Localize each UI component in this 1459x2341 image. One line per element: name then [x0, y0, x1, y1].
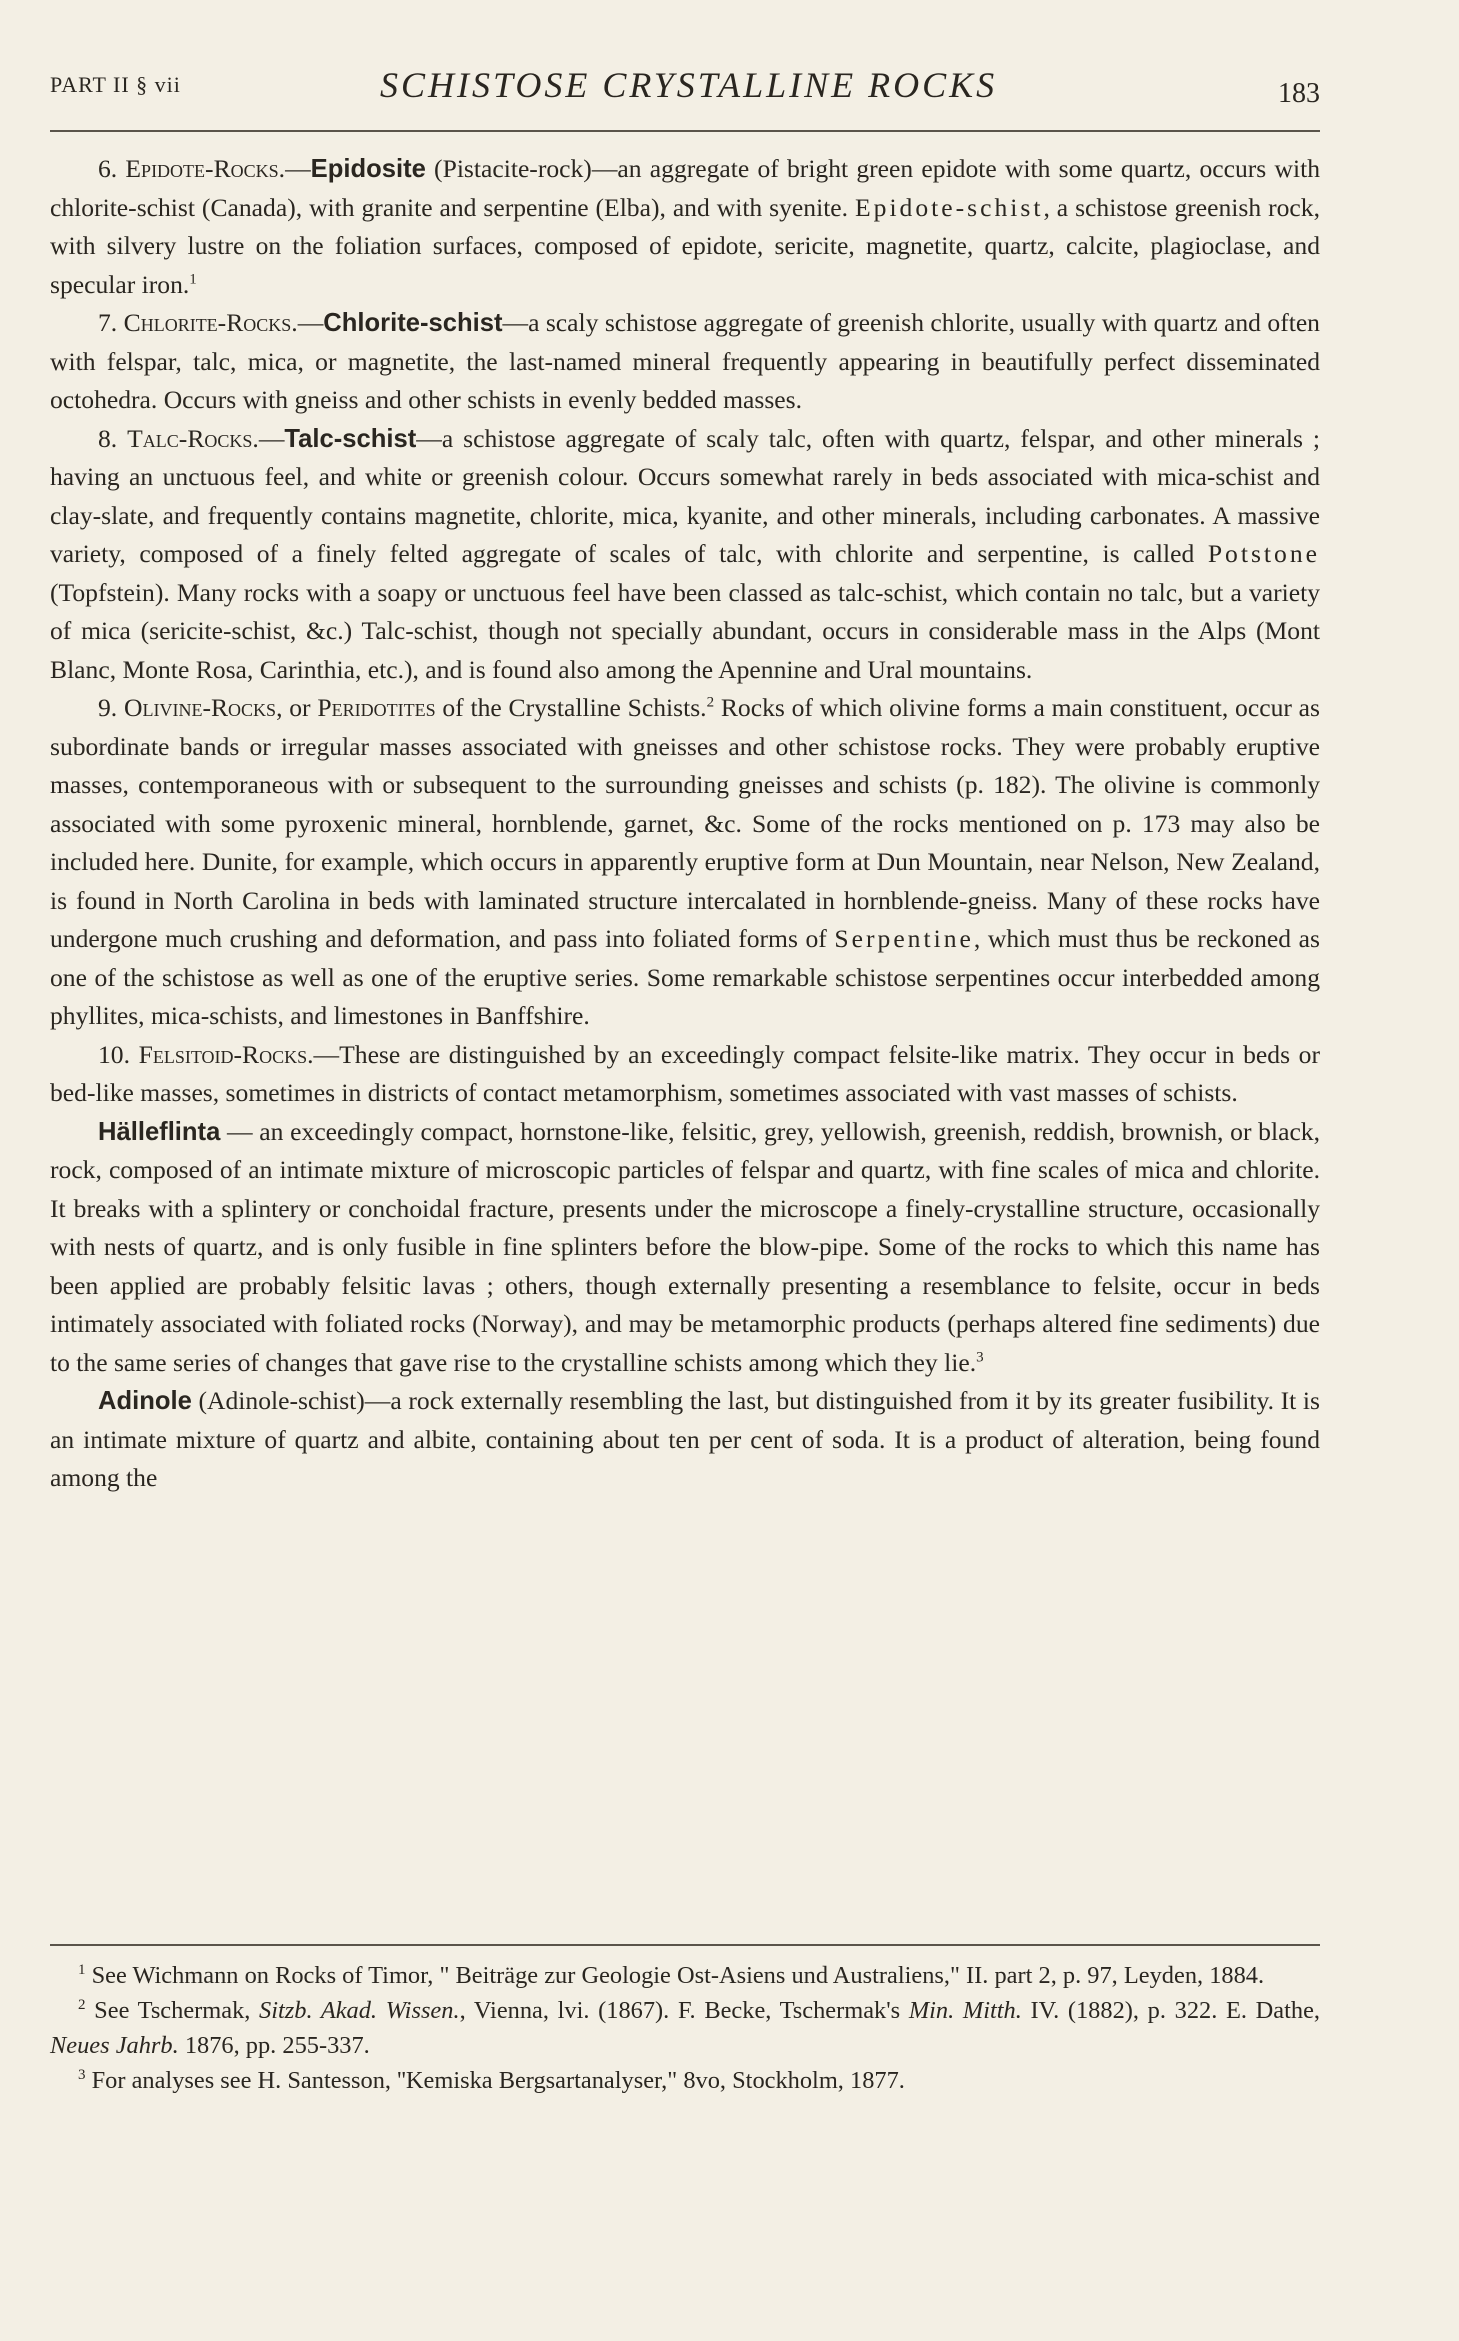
rock-term: Chlorite-schist: [323, 309, 503, 337]
footnote-mark: 1: [78, 1961, 86, 1978]
page-title: SCHISTOSE CRYSTALLINE ROCKS: [380, 65, 998, 105]
footnote-ref: 1: [189, 270, 197, 287]
rock-term: Adinole: [98, 1387, 192, 1415]
rock-term: Potstone: [1207, 539, 1320, 568]
section-heading: Olivine-Rocks: [124, 693, 277, 722]
footnote-mark: 2: [78, 1996, 86, 2013]
footnote-2: $^2$ See Tschermak, Sitzb. Akad. Wissen., Vienna, lvi. (1867). F. Becke, Tschermak's Min. Mitth. IV. (1882), p. 322. E. Dathe, Neues Jahrb. 1876, pp. 255-337.: [50, 1996, 1320, 2059]
part-section: PART II § vii: [50, 72, 181, 97]
paragraph-chlorite-rocks: 7. Chlorite-Rocks.—Chlorite-schist—a scaly schistose aggregate of greenish chlorite, usually with quartz and often with felspar, talc, mica, or magnetite, the last-named mineral frequently appearing in beautifully perfect disseminated octohedra. Occurs with gneiss and other schists in evenly bedded masses.: [50, 308, 1320, 414]
footnote-3: $^3$ For analyses see H. Santesson, ''Kemiska Bergsartanalyser," 8vo, Stockholm, 1877.: [78, 2066, 905, 2094]
paragraph-felsitoid-rocks: 10. Felsitoid-Rocks.—These are distinguished by an exceedingly compact felsite-like matrix. They occur in beds or bed-like masses, sometimes in districts of contact metamorphism, sometimes associated with vast masses of schists.: [50, 1039, 1320, 1107]
section-heading: Epidote-Rocks.: [125, 154, 286, 183]
paragraph-talc-rocks: 8. Talc-Rocks.—Talc-schist—a schistose aggregate of scaly talc, often with quartz, felspar, and other minerals ; having an unctuous feel, and white or greenish colour. Occurs somewhat rarely in beds associated with mica-schist and clay-slate, and frequently contains magnetite, chlorite, mica, kyanite, and other minerals, including carbonates. A massive variety, composed of a finely felted aggregate of scales of talc, with chlorite and serpentine, is called Potstone (Topfstein). Many rocks with a soapy or unctuous feel have been classed as talc-schist, which contain no talc, but a variety of mica (sericite-schist, &c.) Talc-schist, though not specially abundant, occurs in considerable mass in the Alps (Mont Blanc, Monte Rosa, Carinthia, etc.), and is found also among the Apennine and Ural mountains.: [50, 423, 1320, 684]
paragraph-epidote-rocks: 6. Epidote-Rocks.—Epidosite (Pistacite-rock)—an aggregate of bright green epidote with some quartz, occurs with chlorite-schist (Canada), with granite and serpentine (Elba), and with syenite. Epidote-schist, a schistose greenish rock, with silvery lustre on the foliation surfaces, composed of epidote, sericite, magnetite, quartz, calcite, plagioclase, and specular iron.$^1$: [50, 154, 1320, 299]
paragraph-adinole: Adinole (Adinole-schist)—a rock externally resembling the last, but distinguished from it by its greater fusibility. It is an intimate mixture of quartz and albite, containing about ten per cent of soda. It is a product of alteration, being found among the: [50, 1386, 1320, 1492]
rock-term: Epidote-schist: [855, 192, 1044, 222]
footnote-mark: 3: [78, 2066, 86, 2083]
footnote-ref: 3: [976, 1348, 984, 1365]
footnote-ref: 2: [706, 694, 715, 711]
rock-term: Talc-schist: [284, 424, 417, 453]
section-heading: Chlorite-Rocks.: [123, 308, 298, 337]
section-heading: Talc-Rocks.: [127, 423, 259, 453]
paragraph-halleflinta: Hälleflinta — an exceedingly compact, hornstone-like, felsitic, grey, yellowish, greenish, reddish, brownish, or black, rock, composed of an intimate mixture of microscopic particles of felspar and quartz, with fine scales of mica and chlorite. It breaks with a splintery or conchoidal fracture, presents under the microscope a finely-crystalline structure, occasionally with nests of quartz, and is only fusible in fine splinters before the blow-pipe. Some of the rocks to which this name has been applied are probably felsitic lavas ; others, though externally presenting a resemblance to felsite, occur in beds intimately associated with foliated rocks (Norway), and may be metamorphic products (perhaps altered fine sediments) due to the same series of changes that gave rise to the crystalline schists among which they lie.$^3$: [50, 1116, 1320, 1377]
body-text: [50, 150, 1320, 1498]
footnote-rule: [50, 1944, 1320, 1946]
running-header: [50, 64, 1320, 134]
page-number: 183: [1278, 78, 1320, 109]
footnotes: [50, 1958, 1320, 2098]
rock-term: Serpentine: [834, 924, 974, 953]
rock-term: Epidosite: [310, 155, 426, 183]
section-heading: Felsitoid-Rocks.: [138, 1039, 314, 1069]
header-rule: [50, 130, 1320, 132]
footnote-1: $^1$ See Wichmann on Rocks of Timor, " Beiträge zur Geologie Ost-Asiens und Australiens," II. part 2, p. 97, Leyden, 1884.: [78, 1961, 1265, 1989]
rock-term: Hälleflinta: [98, 1117, 221, 1146]
paragraph-olivine-rocks: 9. Olivine-Rocks, or Peridotites of the Crystalline Schists.$^2$ Rocks of which olivine forms a main constituent, occur as subordinate bands or irregular masses associated with gneisses and other schistose rocks. They were probably eruptive masses, contemporaneous with or subsequent to the surrounding gneisses and schists (p. 182). The olivine is commonly associated with some pyroxenic mineral, hornblende, garnet, &c. Some of the rocks mentioned on p. 173 may also be included here. Dunite, for example, which occurs in apparently eruptive form at Dun Mountain, near Nelson, New Zealand, is found in North Carolina in beds with laminated structure intercalated in hornblende-gneiss. Many of these rocks have undergone much crushing and deformation, and pass into foliated forms of Serpentine, which must thus be reckoned as one of the schistose as well as one of the eruptive series. Some remarkable schistose serpentines occur interbedded among phyllites, mica-schists, and limestones in Banffshire.: [50, 693, 1321, 1030]
section-heading: Peridotites: [317, 693, 436, 722]
